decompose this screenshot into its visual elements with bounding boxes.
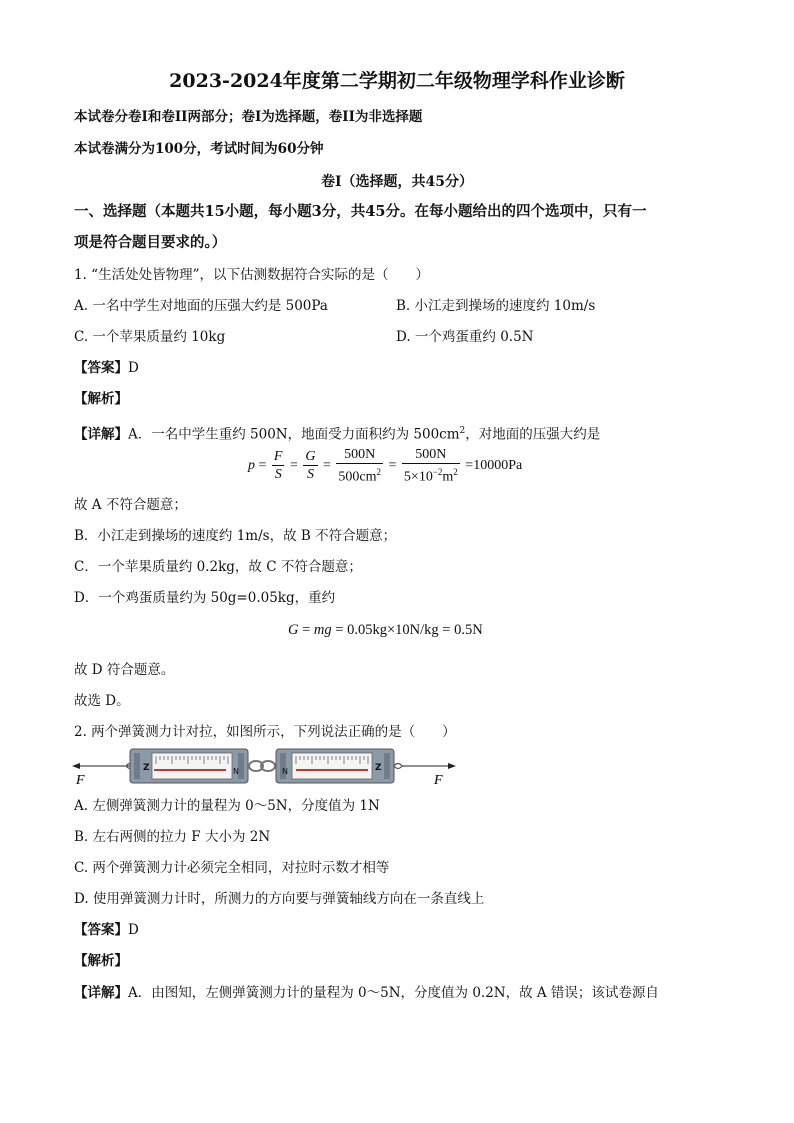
- instructions-line-2: 项是符合题目要求的。）: [74, 234, 227, 251]
- spring-scales-image: [70, 744, 460, 788]
- right-scale-endcap: [384, 753, 390, 779]
- intro-line-2: 本试卷满分为100分，考试时间为60分钟: [74, 141, 324, 157]
- q2-option-c: C. 两个弹簧测力计必须完全相同，对拉时示数才相等: [74, 860, 390, 876]
- eq1-p: p: [248, 458, 255, 474]
- detail-tag: 【详解】: [74, 426, 128, 443]
- eq1-cm-exp: 2: [376, 467, 382, 477]
- q1-line-4: D．一个鸡蛋质量约为 50g=0.05kg，重约: [74, 590, 336, 606]
- eq1-frac-g-s: [303, 448, 317, 483]
- q1-option-b: B. 小江走到操场的速度约 10m/s: [396, 298, 596, 314]
- q1-line-1: 故 A 不符合题意；: [74, 497, 187, 513]
- q1-line-3: C．一个苹果质量约 0.2kg，故 C 不符合题意；: [74, 559, 362, 575]
- eq2-g: G: [288, 622, 299, 638]
- left-scale-z: Z: [143, 763, 150, 773]
- eq1-den-unit-exp: 2: [453, 467, 458, 477]
- answer-tag: 【答案】: [74, 360, 128, 376]
- eq1-f: F: [273, 449, 283, 465]
- q2-detail: [74, 984, 659, 1002]
- eq1-result: =10000Pa: [465, 458, 523, 474]
- q2-answer: [74, 921, 139, 939]
- q1-end-2: 故选 D。: [74, 693, 130, 709]
- eq1-equals-1: =: [258, 458, 267, 474]
- q2-stem: 2. 两个弹簧测力计对拉，如图所示，下列说法正确的是（ ）: [74, 724, 456, 740]
- equation-weight: G = mg = 0.05kg×10N/kg = 0.5N: [288, 622, 483, 638]
- q1-option-a: A. 一名中学生对地面的压强大约是 500Pa: [74, 298, 328, 314]
- eq1-frac-500n-m: [402, 446, 460, 486]
- equation-pressure: [248, 446, 522, 486]
- q1-option-c: C. 一个苹果质量约 10kg: [74, 329, 226, 345]
- answer-value: D: [128, 360, 139, 376]
- eq1-frac-500n-cm: [336, 446, 383, 486]
- right-scale-z: Z: [375, 763, 382, 773]
- q2-detail-text: A．由图知，左侧弹簧测力计的量程为 0～5N，分度值为 0.2N，故 A 错误；该试卷源自: [128, 985, 659, 1001]
- eq1-num-500n-2: 500N: [402, 446, 460, 464]
- eq2-rest: = 0.05kg×10N/kg = 0.5N: [335, 622, 483, 638]
- eq1-den-exp: −2: [432, 467, 443, 477]
- q1-line-2: B．小江走到操场的速度约 1m/s，故 B 不符合题意；: [74, 528, 397, 544]
- left-scale-endcap: [134, 753, 140, 779]
- q2-analysis-tag: 【解析】: [74, 953, 128, 969]
- eq1-equals-2: =: [289, 458, 298, 474]
- eq1-frac-f-s: [272, 448, 285, 483]
- q2-option-a: A. 左侧弹簧测力计的量程为 0～5N，分度值为 1N: [74, 798, 380, 814]
- answer-value: D: [128, 922, 139, 938]
- intro-line-1: 本试卷分卷I和卷II两部分；卷I为选择题，卷II为非选择题: [74, 109, 423, 125]
- q1-detail-a: [74, 422, 600, 444]
- left-force-label: F: [76, 773, 85, 788]
- q2-option-b: B. 左右两侧的拉力 F 大小为 2N: [74, 829, 271, 845]
- right-force-label: F: [434, 773, 443, 788]
- left-scale-n: N: [233, 767, 239, 776]
- spring-scale-figure: [70, 744, 460, 792]
- eq1-equals-4: =: [388, 458, 397, 474]
- left-force-arrow-icon: [72, 763, 80, 769]
- eq1-den-base: 5×10: [403, 469, 433, 485]
- instructions-line-1: 一、选择题（本题共15小题，每小题3分，共45分。在每小题给出的四个选项中，只有一: [74, 203, 647, 220]
- detail-a-text: A．一名中学生重约 500N，地面受力面积约为 500cm: [128, 426, 460, 443]
- right-force-arrow-icon: [448, 763, 456, 769]
- q1-end-1: 故 D 符合题意。: [74, 662, 175, 678]
- eq1-num-500n: 500N: [336, 446, 383, 464]
- detail-a-sup: 2: [459, 426, 466, 436]
- eq1-g: G: [305, 449, 316, 465]
- q1-option-d: D. 一个鸡蛋重约 0.5N: [396, 329, 534, 345]
- section-title: 卷I（选择题，共45分）: [320, 174, 474, 190]
- eq1-s2: S: [306, 467, 314, 483]
- page-title: 2023-2024年度第二学期初二年级物理学科作业诊断: [169, 70, 625, 92]
- q1-stem: 1. “生活处处皆物理”，以下估测数据符合实际的是（ ）: [74, 267, 429, 283]
- eq2-gg: g: [324, 622, 332, 638]
- q2-option-d: D. 使用弹簧测力计时，所测力的方向要与弹簧轴线方向在一条直线上: [74, 891, 485, 907]
- eq1-cm-base: 500cm: [338, 469, 377, 485]
- q1-analysis-tag: 【解析】: [74, 391, 128, 407]
- eq1-den-unit: m: [442, 469, 454, 485]
- eq2-m: m: [313, 622, 325, 638]
- eq1-s: S: [274, 467, 282, 483]
- right-scale-n: N: [282, 767, 288, 776]
- right-hook-icon: [394, 764, 402, 769]
- q1-answer: [74, 359, 139, 377]
- answer-tag: 【答案】: [74, 922, 128, 938]
- detail-a-post: ，对地面的压强大约是: [465, 426, 601, 443]
- eq1-equals-3: =: [323, 458, 331, 474]
- detail-tag: 【详解】: [74, 985, 128, 1001]
